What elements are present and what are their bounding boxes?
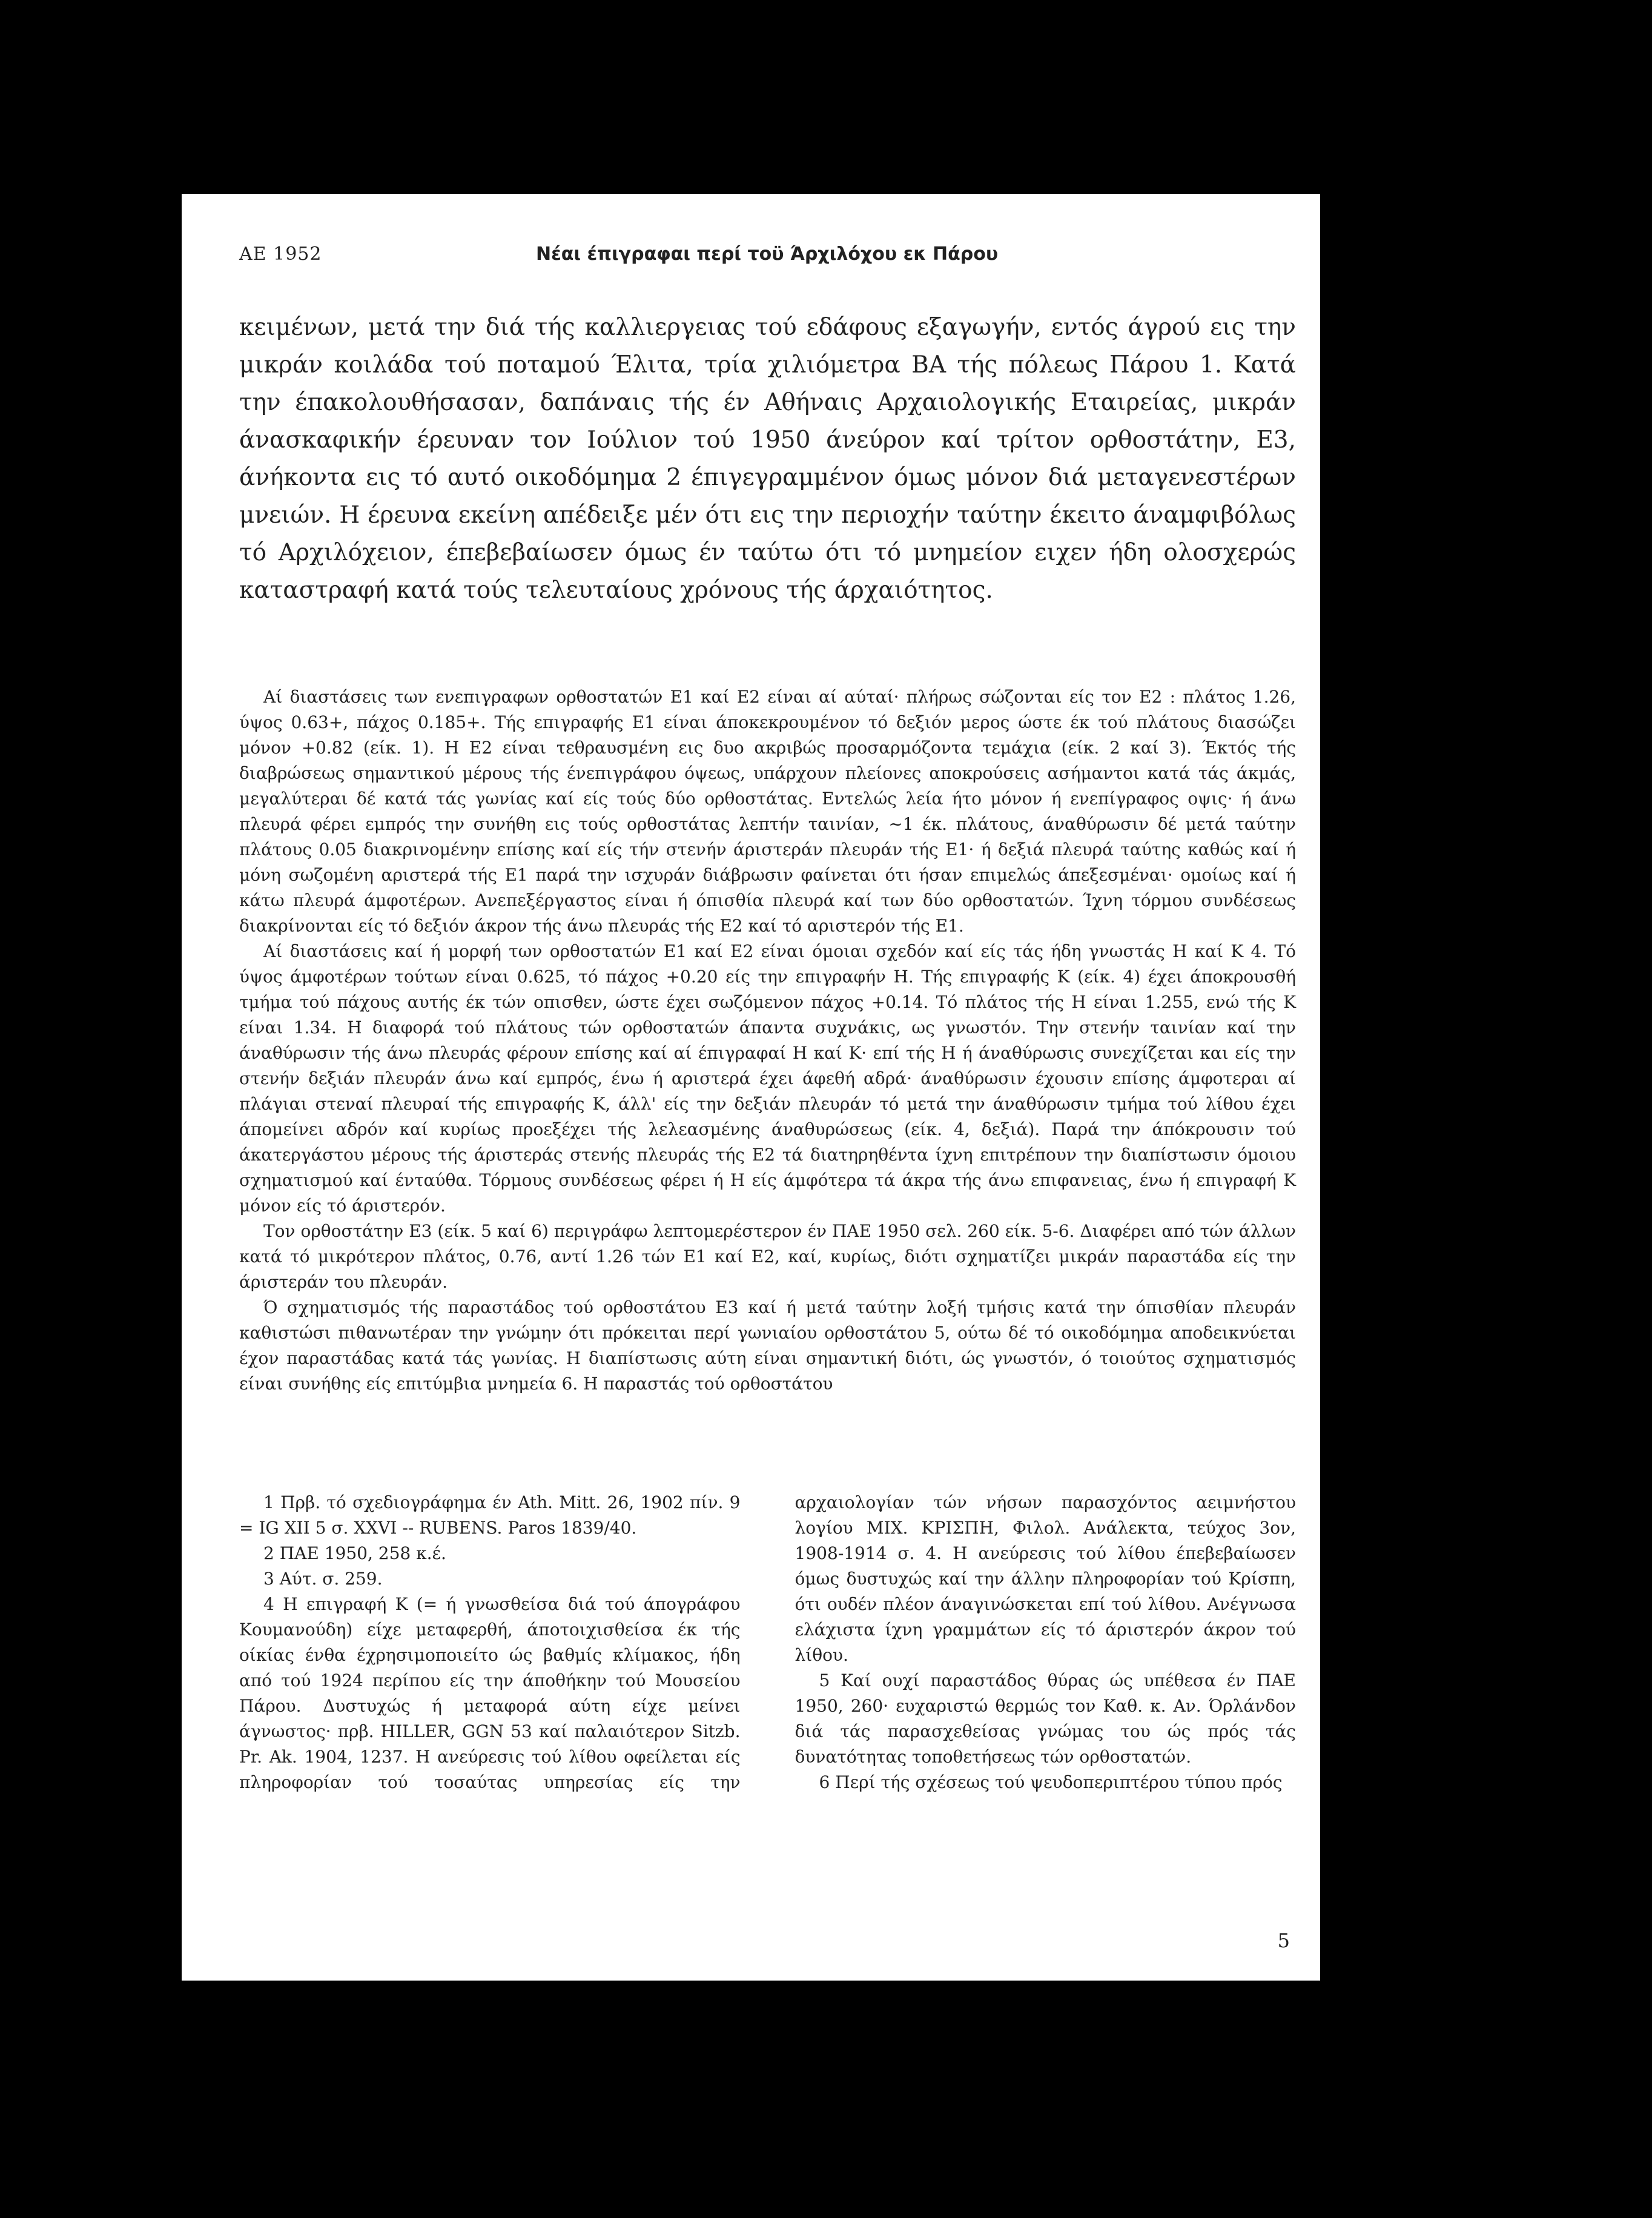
footnote: 5 Καί ουχί παραστάδος θύρας ώς υπέθεσα έν ΠΑΕ 1950, 260· ευχαριστώ θερμώς τον Καθ. κ. Αν. Όρλάνδον διά τάς παρασχεθείσας γνώμας του ώς πρός τάς δυνατότητας τοποθετήσεως τών ορθοστατών.: [795, 1670, 1296, 1767]
paragraph-orthostat-e3: Τον ορθοστάτην Ε3 (είκ. 5 καί 6) περιγράφω λεπτομερέστερον έν ΠΑΕ 1950 σελ. 260 είκ. 5-6. Διαφέρει από τών άλλων κατά τό μικρότερον πλάτος, 0.76, αντί 1.26 τών Ε1 καί Ε2, καί, κυρίως, διότι σχηματίζει μικράν παραστάδα είς την άριστεράν του πλευράν.: [239, 1221, 1296, 1292]
footnote: 4 Η επιγραφή Κ (= ή γνωσθείσα διά τού άπογράφου Κουμανούδη) είχε μεταφερθή, άποτοιχισθείσα έκ τής οίκίας ένθα έχρησιμοποιείτο ώς βαθμίς κλίμακος, ήδη από τού 1924 περίπου είς την άποθήκην τού Μουσείου Πάρου. Δυστυχώς ή μεταφορά αύτη είχε μείνει άγνωστος· πρβ. HILLER, GGN 53 καί παλαιότερον Sitzb. Pr. Ak. 1904, 1237. Η ανεύρεσις τού λίθου οφείλεται είς πληροφορίαν τού τοσαύτας υπηρεσίας είς την αρχαιολογίαν τών νήσων παρασχόντος αειμνήστου λογίου ΜΙΧ. ΚΡΙΣΠΗ, Φιλολ. Ανάλεκτα, τεύχος 3ον, 1908-1914 σ. 4. Η ανεύρεσις τού λίθου έπεβεβαίωσεν όμως δυστυχώς καί την άλλην πληροφορίαν τού Κρίσπη, ότι ουδέν πλέον άναγινώσκεται επί τού λίθου. Ανέγνωσα ελάχιστα ίχνη γραμμάτων είς τό άριστερόν άκρον τού λίθου.: [239, 1492, 1296, 1792]
footnote: 2 ΠΑΕ 1950, 258 κ.έ.: [263, 1543, 446, 1563]
footnote: 6 Περί τής σχέσεως τού ψευδοπεριπτέρου τύπου πρός: [819, 1772, 1283, 1792]
page-number: 5: [1277, 1929, 1290, 1952]
footnote: 3 Αύτ. σ. 259.: [263, 1569, 383, 1589]
running-title: Νέαι έπιγραφαι περί τοϋ Άρχιλόχου εκ Πάρου: [536, 243, 999, 265]
footnotes: [239, 1490, 1296, 1795]
paragraph-comparison: Αί διαστάσεις καί ή μορφή των ορθοστατών Ε1 καί Ε2 είναι όμοιαι σχεδόν καί είς τάς ήδη γνωστάς Η καί Κ 4. Τό ύψος άμφοτέρων τούτων είναι 0.625, τό πάχος +0.20 είς την επιγραφήν Η. Τής επιγραφής Κ (είκ. 4) έχει άποκρουσθή τμήμα τού πάχους αυτής έκ τών οπισθεν, ώστε έχει σωζόμενον πάχος +0.14. Τό πλάτος τής Η είναι 1.255, ενώ τής Κ είναι 1.34. Η διαφορά τού πλάτους τών ορθοστατών άπαντα συχνάκις, ως γνωστόν. Την στενήν ταινίαν καί την άναθύρωσιν τής άνω πλευράς φέρουν επίσης καί αί έπιγραφαί Η καί Κ· επί τής Η ή άναθύρωσις συνεχίζεται και είς την στενήν δεξιάν πλευράν άνω καί εμπρός, ένω ή αριστερά έχει άφεθή αδρά· άναθύρωσιν έχουσιν επίσης άμφοτεραι αί πλάγιαι στεναί πλευραί τής επιγραφής Κ, άλλ' είς την δεξιάν πλευράν τό μετά την άναθύρωσιν τμήμα τού λίθου έχει άπομείνει αδρόν καί κυρίως προεξέχει τής λελεασμένης άναθυρώσεως (είκ. 4, δεξιά). Παρά την άπόκρουσιν τού άκατεργάστου μέρους τής άριστεράς στενής πλευράς τής Ε2 τά διατηρηθέντα ίχνη επιτρέπουν την διαπίστωσιν όμοιου σχηματισμού καί ένταύθα. Τόρμους συνδέσεως φέρει ή Η είς άμφότερα τά άκρα τής άνω επιφανειας, ένω ή επιγραφή Κ μόνον είς τό άριστερόν.: [239, 941, 1296, 1216]
running-header: [239, 243, 1284, 274]
document-page: [182, 194, 1320, 1981]
main-paragraph: κειμένων, μετά την διά τής καλλιεργειας τού εδάφους εξαγωγήν, εντός άγρού εις την μικράν κοιλάδα τού ποταμού Έλιτα, τρία χιλιόμετρα ΒΑ τής πόλεως Πάρου 1. Κατά την έπακολουθήσασαν, δαπάναις τής έν Αθήναις Αρχαιολογικής Εταιρείας, μικράν άνασκαφικήν έρευναν τον Ιούλιον τού 1950 άνεύρον καί τρίτον ορθοστάτην, Ε3, άνήκοντα εις τό αυτό οικοδόμημα 2 έπιγεγραμμένον όμως μόνον διά μεταγενεστέρων μνειών. Η έρευνα εκείνη απέδειξε μέν ότι εις την περιοχήν ταύτην έκειτο άναμφιβόλως τό Αρχιλόχειον, έπεβεβαίωσεν όμως έν ταύτω ότι τό μνημείον ειχεν ήδη ολοσχερώς καταστραφή κατά τούς τελευταίους χρόνους τής άρχαιότητος.: [239, 314, 1296, 604]
description-section: [239, 684, 1296, 1397]
journal-reference: ΑΕ 1952: [239, 243, 322, 265]
main-text: [239, 309, 1296, 609]
footnote: 1 Πρβ. τό σχεδιογράφημα έν Ath. Mitt. 26, 1902 πίν. 9 = IG XII 5 σ. XXVI -- RUBENS. Paros 1839/40.: [239, 1492, 741, 1538]
paragraph-formation: Ό σχηματισμός τής παραστάδος τού ορθοστάτου Ε3 καί ή μετά ταύτην λοξή τμήσις κατά την όπισθίαν πλευράν καθιστώσι πιθανωτέραν την γνώμην ότι πρόκειται περί γωνιαίου ορθοστάτου 5, ούτω δέ τό οικοδόμημα αποδεικνύεται έχον παραστάδας κατά τάς γωνίας. Η διαπίστωσις αύτη είναι σημαντική διότι, ώς γνωστόν, ό τοιούτος σχηματισμός είναι συνήθης είς επιτύμβια μνημεία 6. Η παραστάς τού ορθοστάτου: [239, 1297, 1296, 1394]
paragraph-dimensions: Αί διαστάσεις των ενεπιγραφων ορθοστατών Ε1 καί Ε2 είναι αί αύταί· πλήρως σώζονται είς τον Ε2 : πλάτος 1.26, ύψος 0.63+, πάχος 0.185+. Τής επιγραφής Ε1 είναι άποκεκρουμένον τό δεξιόν μερος ώστε έκ τού πλάτους διασώζει μόνον +0.82 (είκ. 1). Η Ε2 είναι τεθραυσμένη εις δυο ακριβώς προσαρμόζοντα τεμάχια (είκ. 2 καί 3). Έκτός τής διαβρώσεως σημαντικού μέρους τής ένεπιγράφου όψεως, υπάρχουν πλείονες αποκρούσεις ασήμαντοι κατά τάς άκμάς, μεγαλύτεραι δέ κατά τάς γωνίας καί είς τούς δύο ορθοστάτας. Εντελώς λεία ήτο μόνον ή ενεπίγραφος οψις· ή άνω πλευρά φέρει εμπρός την συνήθη εις τούς ορθοστάτας λεπτήν ταινίαν, ~1 έκ. πλάτους, άναθύρωσιν δέ μετά ταύτην πλάτους 0.05 διακρινομένην επίσης καί είς τήν στενήν άριστεράν πλευράν τής Ε1· ή δεξιά πλευρά ταύτης καθώς καί ή μόνη σωζομένη αριστερά τής Ε1 παρά την ισχυράν διάβρωσιν φαίνεται ότι ήσαν επιμελώς άπεξεσμέναι· ομοίως καί ή κάτω πλευρά άμφοτέρων. Ανεπεξέργαστος είναι ή όπισθία πλευρά καί των δύο ορθοστατών. Ίχνη τόρμου συνδέσεως διακρίνονται είς τό δεξιόν άκρον τής άνω πλευράς τής Ε2 καί τό αριστερόν τής Ε1.: [239, 687, 1296, 936]
